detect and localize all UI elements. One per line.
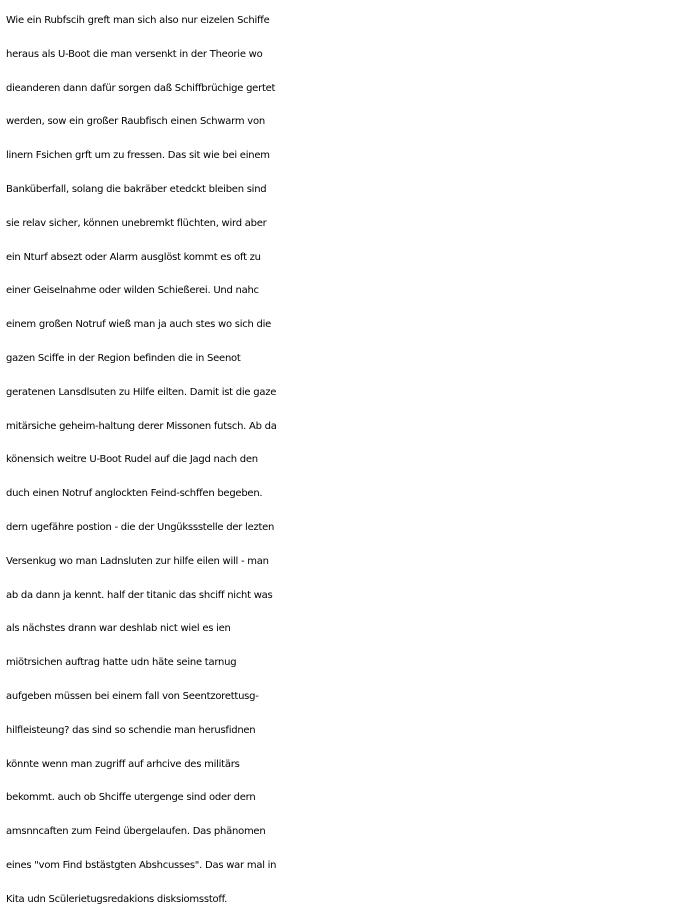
- text-line: hilfleisteung? das sind so schendie man herusfidnen: [6, 724, 256, 736]
- text-line: als nächstes drann war deshlab nict wiel es ien: [6, 623, 231, 635]
- text-line: ein Nturf absezt oder Alarm ausglöst kommt es oft zu: [6, 251, 261, 263]
- text-line: geratenen Lansdlsuten zu Hilfe eilten. Damit ist die gaze: [6, 386, 277, 398]
- text-line: bekommt. auch ob Shciffe utergenge sind oder dern: [6, 792, 256, 804]
- text-line: Wie ein Rubfscih greft man sich also nur eizelen Schiffe: [6, 15, 270, 26]
- text-line: werden, sow ein großer Raubfisch einen Schwarm von: [6, 116, 265, 128]
- text-line: sie relav sicher, können unebremkt flüchten, wird aber: [6, 217, 267, 229]
- text-line: linern Fsichen grft um zu fressen. Das sit wie bei einem: [6, 150, 270, 162]
- text-line: dern ugefähre postion - die der Ungükssstelle der lezten: [6, 521, 275, 533]
- text-line: gazen Sciffe in der Region befinden die in Seenot: [6, 352, 241, 364]
- text-line: duch einen Notruf anglockten Feind-schffen begeben.: [6, 488, 263, 500]
- text-line: aufgeben müssen bei einem fall von Seentzorettusg-: [6, 690, 259, 702]
- text-line: amsnncaften zum Feind übergelaufen. Das phänomen: [6, 826, 266, 838]
- text-line: miötrsichen auftrag hatte udn häte seine tarnug: [6, 657, 237, 669]
- text-line: Versenkug wo man Ladnsluten zur hilfe eilen will - man: [6, 555, 269, 567]
- text-line: Kita udn Scülerietugsredakions disksiomsstoff.: [6, 893, 228, 905]
- text-line: heraus als U-Boot die man versenkt in der Theorie wo: [6, 48, 263, 60]
- text-line: einer Geiselnahme oder wilden Schießerei. Und nahc: [6, 285, 259, 297]
- text-line: ab da dann ja kennt. half der titanic das shciff nicht was: [6, 589, 273, 601]
- text-line: eines "vom Find bstästgten Abshcusses". Das war mal in: [6, 859, 277, 871]
- document-page: [6, 4, 682, 918]
- body-text: [6, 4, 682, 917]
- text-line: könnte wenn man zugriff auf arhcive des militärs: [6, 758, 240, 770]
- text-line: dieanderen dann dafür sorgen daß Schiffbrüchige gertet: [6, 82, 276, 94]
- text-line: Banküberfall, solang die bakräber etedckt bleiben sind: [6, 183, 267, 195]
- text-line: mitärsiche geheim-haltung derer Missonen futsch. Ab da: [6, 420, 277, 432]
- text-line: könensich weitre U-Boot Rudel auf die Jagd nach den: [6, 454, 258, 466]
- text-line: einem großen Notruf wieß man ja auch stes wo sich die: [6, 319, 272, 331]
